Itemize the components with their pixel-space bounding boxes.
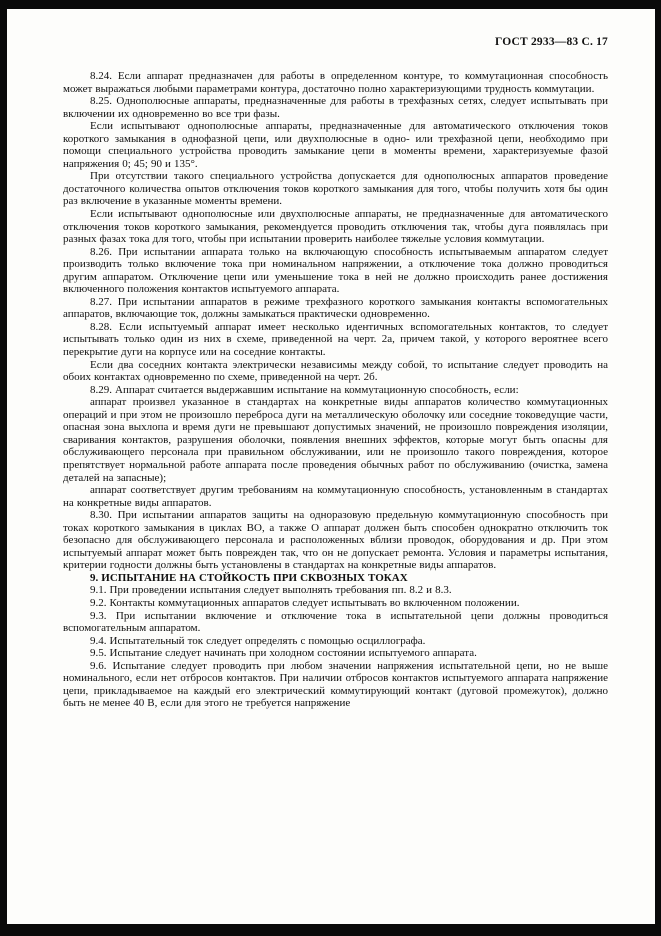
- paragraph-8-30: 8.30. При испытании аппаратов защиты на одноразовую предельную коммутационную способность при токах короткого замыкания в циклах ВО, а также О аппарат должен быть способен однократно отключить ток безопасно для обслуживающего персонала и расположенных вблизи проводок, оборудования и др. При этом испытуемый аппарат может быть поврежден так, что он не допускает ремонта. Условия и параметры испытания, критерии годности должны быть установлены в стандартах на конкретные виды аппаратов.: [63, 509, 608, 572]
- paragraph-8-29-item-1: аппарат произвел указанное в стандартах на конкретные виды аппаратов количество коммутационных операций и при этом не произошло переброса дуги на металлическую оболочку или соседние токоведущие части, опасная зона выхлопа и время дуги не превышают допустимых значений, не произошло повреждения изоляции, сваривания контактов, разрушения оболочки, появления внешних эффектов, которые могут быть опасны для обслуживающего персонала при правильном обслуживании, или не произошло такого повреждения, которое препятствует нормальной работе аппарата после проведения обычных работ по обслуживанию (очистка, замена деталей на запасные);: [63, 396, 608, 484]
- paragraph-9-3: 9.3. При испытании включение и отключение тока в испытательной цепи должны проводиться вспомогательным аппаратом.: [63, 609, 608, 635]
- paragraph-8-25: 8.25. Однополюсные аппараты, предназначенные для работы в трехфазных сетях, следует испытывать при включении их одновременно во все три фазы.: [63, 95, 608, 120]
- paragraph-9-5: 9.5. Испытание следует начинать при холодном состоянии испытуемого аппарата.: [90, 647, 477, 660]
- page-header-gost-number: ГОСТ 2933—83 С. 17: [495, 36, 608, 48]
- paragraph-9-6: 9.6. Испытание следует проводить при любом значении напряжения испытательной цепи, но не выше номинального, если нет отбросов контактов. При наличии отбросов контактов испытуемого аппарата напряжение цепи, прикладываемое на каждый его электрический коммутирующий контакт (дуговой промежуток), должно быть не менее 40 В, если для этого не требуется напряжение: [63, 659, 608, 710]
- paragraph-8-27: 8.27. При испытании аппаратов в режиме трехфазного короткого замыкания контакты вспомогательных аппаратов, включающие ток, должны замыкаться практически одновременно.: [63, 295, 608, 321]
- paragraph-8-24: 8.24. Если аппарат предназначен для работы в определенном контуре, то коммутационная способность может выражаться любыми параметрами контура, достаточно полно характеризующими трудность коммутации.: [63, 70, 608, 95]
- paragraph-8-28: 8.28. Если испытуемый аппарат имеет несколько идентичных вспомогательных контактов, то следует испытывать только один из них в схеме, приведенной на черт. 2а, причем такой, у которого вероятнее всего перекрытие дуги на корпусе или на соседние контакты.: [63, 320, 608, 359]
- paragraph-8-29-item-2: аппарат соответствует другим требованиям на коммутационную способность, установленным в стандартах на конкретные виды аппаратов.: [63, 484, 608, 509]
- page-content: [63, 36, 608, 710]
- paragraph-8-25-cont-2: При отсутствии такого специального устройства допускается для однополюсных аппаратов проведение достаточного количества опытов отключения токов короткого замыкания для того, чтобы получить хотя бы один раз включение в указанные моменты времени.: [63, 170, 608, 208]
- paragraph-8-25-cont-3: Если испытывают однополюсные или двухполюсные аппараты, не предназначенные для автоматического отключения токов короткого замыкания, рекомендуется проводить отключения так, чтобы дуга появлялась при разных фазах тока для того, чтобы при испытании проверить наиболее тяжелые условия коммутации.: [63, 208, 608, 246]
- scan-edge-left: [0, 0, 7, 936]
- paragraph-9-4: 9.4. Испытательный ток следует определять с помощью осциллографа.: [90, 634, 426, 647]
- paragraph-8-25-cont-1: Если испытывают однополюсные аппараты, предназначенные для автоматического отключения токов короткого замыкания в однофазной цепи, или двухполюсные в одно- или трехфазной цепи, необходимо при помощи специального устройства проводить замыкание цепи в моменты времени, характеризуемые фазой напряжения 0; 45; 90 и 135°.: [63, 120, 608, 170]
- scan-edge-right: [655, 0, 661, 936]
- paragraph-9-1: 9.1. При проведении испытания следует выполнять требования пп. 8.2 и 8.3.: [90, 584, 452, 597]
- section-9-heading: 9. ИСПЫТАНИЕ НА СТОЙКОСТЬ ПРИ СКВОЗНЫХ ТОКАХ: [90, 571, 408, 584]
- paragraph-9-2: 9.2. Контакты коммутационных аппаратов следует испытывать во включенном положении.: [90, 596, 520, 609]
- scan-edge-bottom: [0, 924, 661, 936]
- paragraph-8-26: 8.26. При испытании аппарата только на включающую способность испытываемым аппаратом следует производить только включение тока при номинальном напряжении, а отключение тока должно проводиться другим аппаратом. Отключение цепи или уменьшение тока в ней не должно происходить ранее достижения включенного положения контактов испытуемого аппарата.: [63, 245, 608, 296]
- scan-edge-top: [0, 0, 661, 9]
- document-body: [63, 70, 608, 710]
- paragraph-8-29: 8.29. Аппарат считается выдержавшим испытание на коммутационную способность, если:: [90, 383, 519, 396]
- paragraph-8-28-cont: Если два соседних контакта электрически независимы между собой, то испытание следует проводить на обоих контактах одновременно по схеме, приведенной на черт. 2б.: [63, 358, 608, 384]
